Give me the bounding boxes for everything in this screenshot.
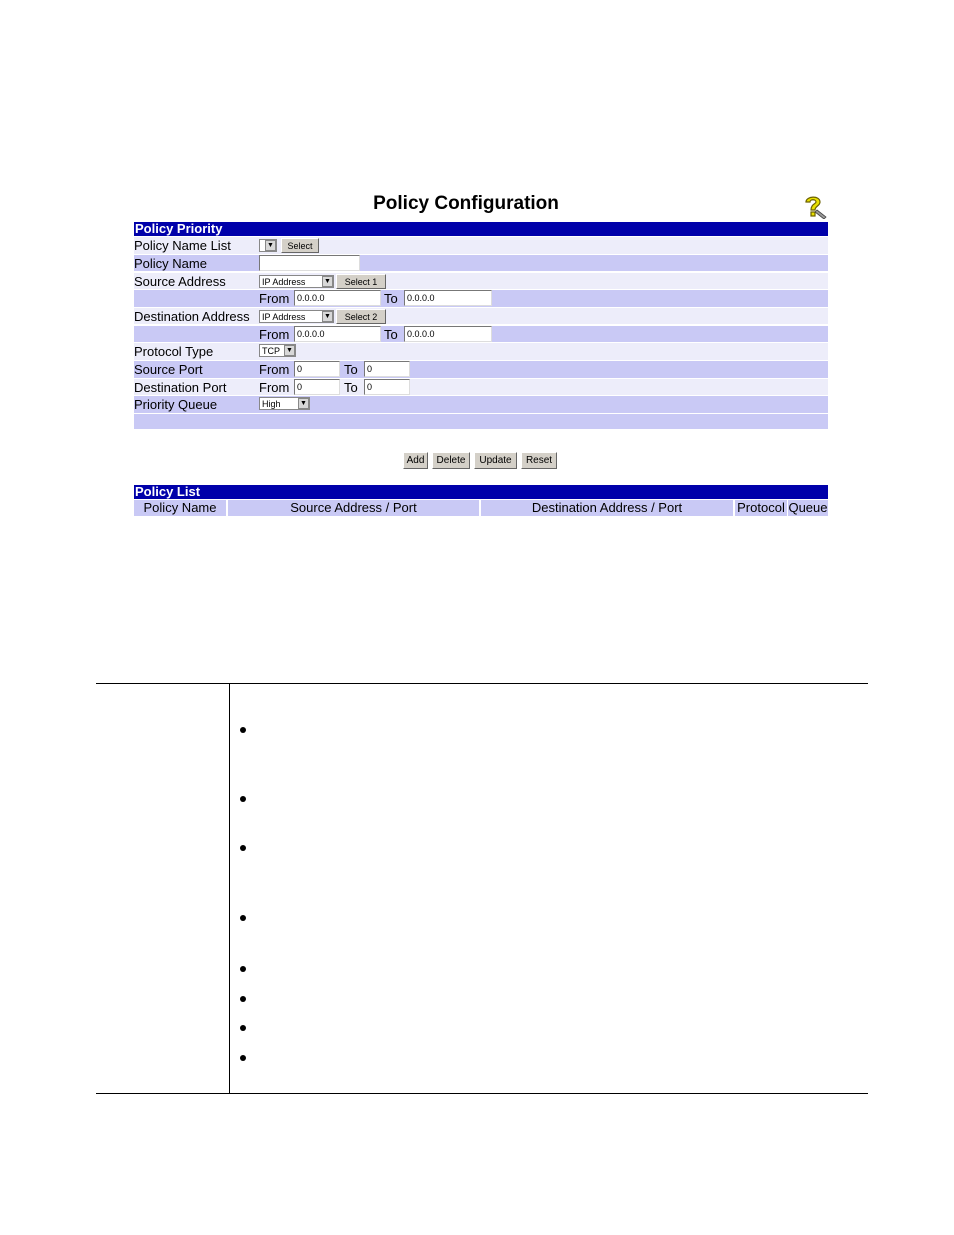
policy-name-list-row <box>134 237 828 253</box>
bullet-8 <box>240 1055 246 1061</box>
select-2-button[interactable]: Select 2 <box>336 309 386 324</box>
bullet-5 <box>240 966 246 972</box>
source-address-type-select[interactable] <box>259 275 334 288</box>
action-buttons <box>0 452 954 469</box>
bullet-7 <box>240 1025 246 1031</box>
policy-name-input[interactable] <box>259 255 360 271</box>
chevron-down-icon: ▼ <box>322 276 333 287</box>
column-header-source-address-port: Source Address / Port <box>228 500 479 516</box>
source-port-to-label: To <box>344 362 358 378</box>
protocol-type-label: Protocol Type <box>134 344 214 360</box>
source-port-to-input[interactable]: 0 <box>364 361 410 377</box>
bullet-1 <box>240 727 246 733</box>
destination-address-from-label: From <box>259 326 290 342</box>
destination-port-from-input[interactable]: 0 <box>294 379 340 395</box>
add-button[interactable]: Add <box>403 452 428 469</box>
priority-queue-value: High <box>262 399 281 410</box>
destination-address-type-value: IP Address <box>262 312 306 323</box>
policy-list-column-headers <box>134 500 828 516</box>
destination-address-row <box>134 308 828 324</box>
protocol-type-value: TCP <box>262 346 280 357</box>
source-port-label: Source Port <box>134 362 203 378</box>
column-header-destination-address-port: Destination Address / Port <box>481 500 733 516</box>
destination-address-from-input[interactable]: 0.0.0.0 <box>294 326 381 342</box>
column-header-protocol: Protocol <box>735 500 787 516</box>
chevron-down-icon: ▼ <box>298 398 309 409</box>
source-port-from-label: From <box>259 362 290 378</box>
select-1-button[interactable]: Select 1 <box>336 274 386 289</box>
destination-address-to-label: To <box>384 326 398 342</box>
destination-address-to-input[interactable]: 0.0.0.0 <box>404 326 492 342</box>
table-column-divider <box>229 683 230 1094</box>
column-header-policy-name: Policy Name <box>134 500 226 516</box>
destination-port-from-label: From <box>259 379 290 395</box>
bullet-3 <box>240 845 246 851</box>
bullet-2 <box>240 796 246 802</box>
policy-priority-header: Policy Priority <box>134 222 828 236</box>
update-button[interactable]: Update <box>474 452 517 469</box>
policy-name-label: Policy Name <box>134 255 207 271</box>
destination-port-label: Destination Port <box>134 379 227 395</box>
source-address-from-input[interactable]: 0.0.0.0 <box>294 290 381 306</box>
table-top-rule <box>96 683 868 684</box>
chevron-down-icon: ▼ <box>284 345 295 356</box>
protocol-type-row <box>134 343 828 359</box>
destination-port-row <box>134 379 828 395</box>
protocol-type-select[interactable] <box>259 344 296 357</box>
page-title: Policy Configuration <box>373 193 559 214</box>
delete-button[interactable]: Delete <box>432 452 470 469</box>
destination-port-to-label: To <box>344 379 358 395</box>
source-address-type-value: IP Address <box>262 276 306 287</box>
help-question-icon[interactable] <box>800 193 828 219</box>
table-bottom-rule <box>96 1093 868 1094</box>
policy-name-list-select-button[interactable]: Select <box>281 238 319 253</box>
bullet-4 <box>240 915 246 921</box>
column-header-queue: Queue <box>788 500 828 515</box>
source-address-to-label: To <box>384 291 398 307</box>
destination-address-type-select[interactable] <box>259 310 334 323</box>
form-spacer-row <box>134 414 828 429</box>
priority-queue-row <box>134 396 828 412</box>
source-address-to-input[interactable]: 0.0.0.0 <box>404 290 492 306</box>
chevron-down-icon: ▼ <box>322 311 333 322</box>
priority-queue-label: Priority Queue <box>134 397 218 413</box>
policy-name-row <box>134 255 828 271</box>
priority-queue-select[interactable] <box>259 397 310 410</box>
reset-button[interactable]: Reset <box>521 452 557 469</box>
destination-port-to-input[interactable]: 0 <box>364 379 410 395</box>
destination-address-range-row <box>134 326 828 342</box>
policy-name-list-select[interactable] <box>259 239 277 252</box>
policy-priority-form <box>134 222 828 429</box>
source-port-row <box>134 361 828 377</box>
chevron-down-icon: ▼ <box>265 240 276 251</box>
source-address-row <box>134 273 828 289</box>
destination-address-label: Destination Address <box>134 309 250 325</box>
source-address-range-row <box>134 290 828 306</box>
source-port-from-input[interactable]: 0 <box>294 361 340 377</box>
bullet-6 <box>240 996 246 1002</box>
policy-name-list-label: Policy Name List <box>134 238 231 254</box>
source-address-from-label: From <box>259 291 290 307</box>
policy-list-header: Policy List <box>134 485 828 499</box>
policy-list-table <box>134 485 828 516</box>
source-address-label: Source Address <box>134 273 226 289</box>
